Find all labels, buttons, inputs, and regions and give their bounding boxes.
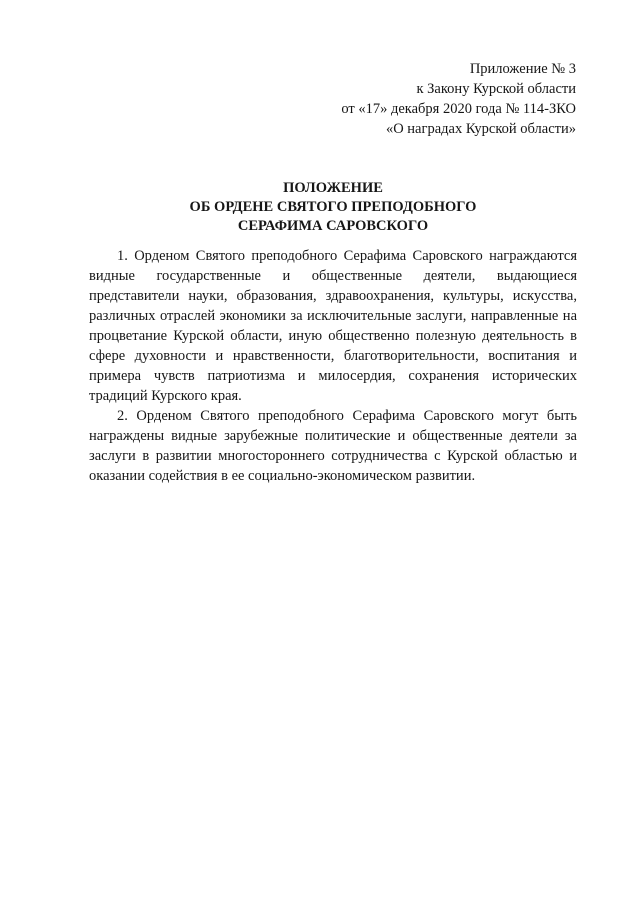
title-line-2: ОБ ОРДЕНЕ СВЯТОГО ПРЕПОДОБНОГО — [189, 199, 477, 215]
appendix-law-title: «О наградах Курской области» — [385, 121, 576, 137]
appendix-number: Приложение № 3 — [469, 61, 576, 77]
paragraph-2: 2. Орденом Святого преподобного Серафима Саровского могут быть награждены видные зарубежные политические и общественные деятели за заслуги в развитии многостороннего сотрудничества с Курской областью и оказании содействия в ее социально-экономическом развитии. — [89, 408, 577, 484]
document-title — [90, 179, 576, 236]
appendix-header — [300, 59, 576, 139]
appendix-law-reference: к Закону Курской области — [416, 81, 576, 97]
paragraph-1: 1. Орденом Святого преподобного Серафима Саровского награждаются видные государственные и общественные деятели, выдающиеся представители науки, образования, здравоохранения, культуры, искусства, различных отраслей экономики за исключительные заслуги, направленные на процветание Курской области, иную общественно полезную деятельность в сфере духовности и нравственности, благотворительности, воспитания и примера чувств патриотизма и милосердия, сохранения исторических традиций Курского края. — [89, 248, 577, 404]
appendix-law-date: от «17» декабря 2020 года № 114-ЗКО — [341, 101, 576, 117]
title-line-3: СЕРАФИМА САРОВСКОГО — [237, 218, 429, 234]
document-body — [89, 246, 577, 486]
title-line-1: ПОЛОЖЕНИЕ — [283, 180, 383, 196]
